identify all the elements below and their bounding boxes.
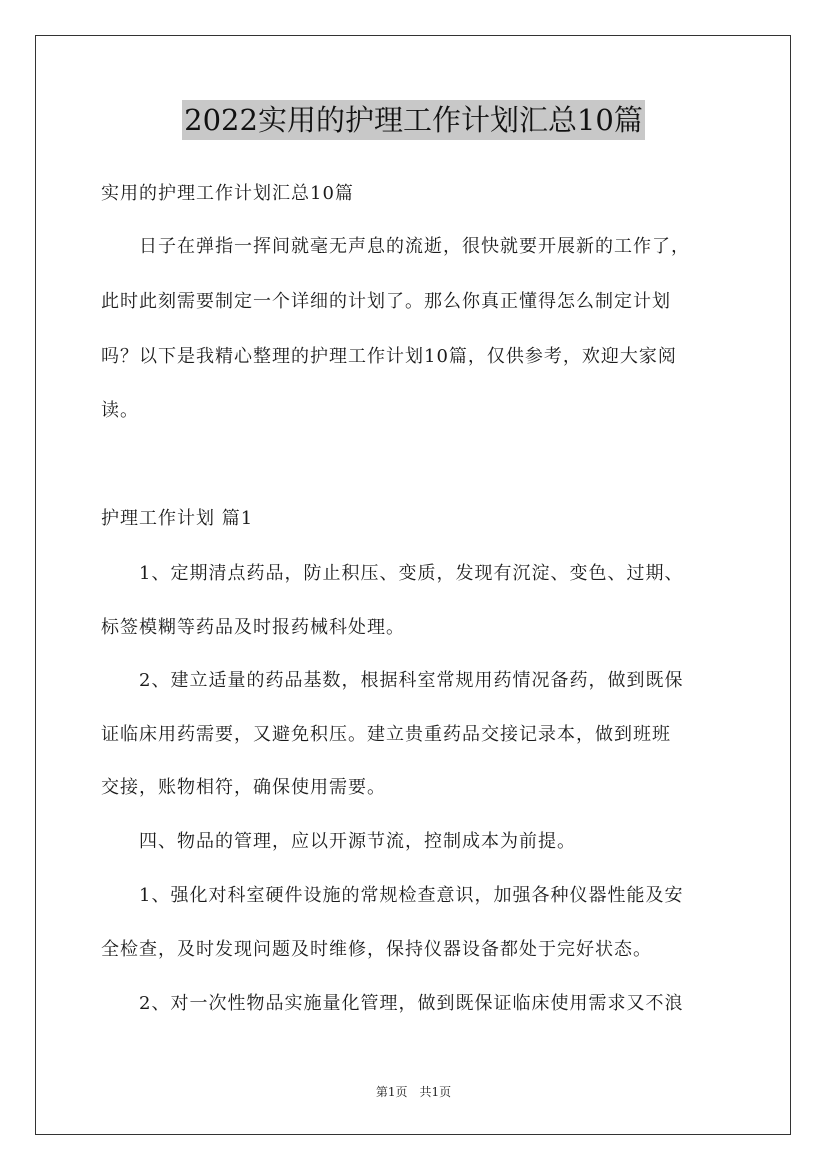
title-container: [0, 100, 827, 140]
paragraph-line: 交接，账物相符，确保使用需要。: [101, 777, 386, 798]
paragraph-line: 吗？以下是我精心整理的护理工作计划10篇，仅供参考，欢迎大家阅: [101, 346, 677, 367]
document-title: 2022实用的护理工作计划汇总10篇: [182, 100, 645, 140]
paragraph-line: 1、定期清点药品，防止积压、变质，发现有沉淀、变色、过期、: [101, 563, 684, 584]
paragraph-line: 标签模糊等药品及时报药械科处理。: [101, 617, 405, 638]
paragraph-line: 2、对一次性物品实施量化管理，做到既保证临床使用需求又不浪: [101, 993, 684, 1014]
page-number-label: 第1页 共1页: [375, 1085, 452, 1099]
paragraph-line: 读。: [101, 400, 139, 421]
paragraph-line: 此时此刻需要制定一个详细的计划了。那么你真正懂得怎么制定计划: [101, 291, 671, 312]
paragraph-line: 2、建立适量的药品基数，根据科室常规用药情况备药，做到既保: [101, 670, 684, 691]
paragraph-line: 1、强化对科室硬件设施的常规检查意识，加强各种仪器性能及安: [101, 885, 684, 906]
paragraph-line: 证临床用药需要，又避免积压。建立贵重药品交接记录本，做到班班: [101, 724, 671, 745]
paragraph-line: 日子在弹指一挥间就毫无声息的流逝，很快就要开展新的工作了，: [101, 236, 690, 257]
paragraph-line: 四、物品的管理，应以开源节流，控制成本为前提。: [101, 831, 576, 852]
document-subtitle: 实用的护理工作计划汇总10篇: [101, 183, 354, 204]
section-heading: 护理工作计划 篇1: [101, 508, 254, 529]
page-footer: [0, 1084, 827, 1100]
paragraph-line: 全检查，及时发现问题及时维修，保持仪器设备都处于完好状态。: [101, 939, 652, 960]
